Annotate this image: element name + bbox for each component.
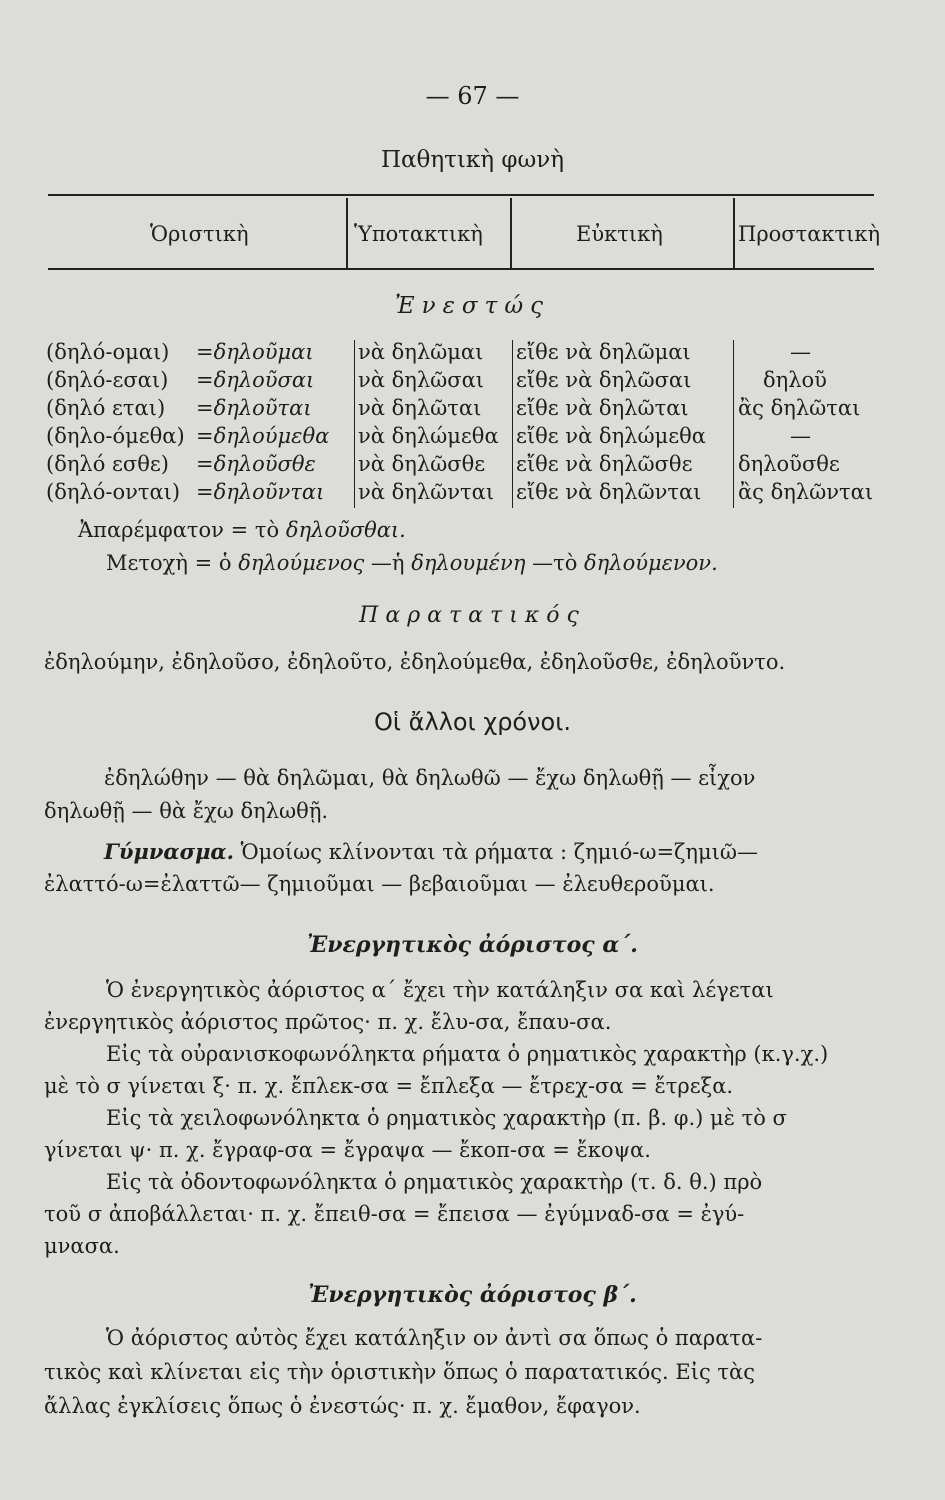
row-optative: εἴθε νὰ δηλῶσθε [516,452,693,476]
exercise-line-2: ἐλαττό-ω=ἐλαττῶ— ζημιοῦμαι — βεβαιοῦμαι — ἐλευθεροῦμαι. [44,872,715,896]
aorist-a-line: τοῦ σ ἀποβάλλεται· π. χ. ἔπειθ-σα = ἔπεισα — ἐγύμναδ-σα = ἐγύ- [44,1202,745,1226]
row-subjunctive: νὰ δηλῶσαι [358,368,485,392]
row-optative: εἴθε νὰ δηλῶσαι [516,368,692,392]
participle-neut: δηλούμενον. [584,551,718,575]
aorist-b-line: τικὸς καὶ κλίνεται εἰς τὴν ὁριστικὴν ὅπως ὁ παρατατικός. Εἰς τὰς [44,1360,755,1384]
header-divider-3 [733,198,735,268]
row-stem: (δηλό εσθε) [46,452,169,476]
page-number: — 67 — [425,82,520,110]
exercise-line-1 [104,839,758,864]
row-indicative: =δηλοῦσαι [196,368,315,392]
row-indicative: =δηλοῦται [196,396,312,420]
aorist-a-line: μὲ τὸ σ γίνεται ξ· π. χ. ἔπλεκ-σα = ἔπλεξα — ἔτρεχ-σα = ἔτρεξα. [44,1074,734,1098]
row-stem: (δηλό-ομαι) [46,340,170,364]
row-optative: εἴθε νὰ δηλώμεθα [516,424,706,448]
other-tenses-line-2: δηλωθῇ — θὰ ἔχω δηλωθῇ. [44,799,329,823]
row-optative: εἴθε νὰ δηλῶμαι [516,340,691,364]
imperfect-forms: ἐδηλούμην, ἐδηλοῦσο, ἐδηλοῦτο, ἐδηλούμεθα, ἐδηλοῦσθε, ἐδηλοῦντο. [44,650,786,674]
row-stem: (δηλό-ονται) [46,480,181,504]
aorist-a-line: ἐνεργητικὸς ἀόριστος πρῶτος· π. χ. ἔλυ-σα, ἔπαυ-σα. [44,1010,612,1034]
row-indicative: =δηλοῦσθε [196,452,316,476]
aorist-a-line: γίνεται ψ· π. χ. ἔγραφ-σα = ἔγραψα — ἔκοπ-σα = ἔκοψα. [44,1138,651,1162]
participle-masc: δηλούμενος [238,551,365,575]
present-tense-title: Ἐνεστώς [394,293,550,319]
row-divider-2 [512,340,513,508]
header-divider-2 [510,198,512,268]
aorist-a-line: Εἰς τὰ ὀδοντοφωνόληκτα ὁ ρηματικὸς χαρακτὴρ (τ. δ. θ.) πρὸ [106,1170,763,1194]
header-subjunctive: Ὑποτακτικὴ [354,222,483,246]
aorist-a-line: Εἰς τὰ χειλοφωνόληκτα ὁ ρηματικὸς χαρακτὴρ (π. β. φ.) μὲ τὸ σ [106,1106,787,1130]
aorist-a-line: Ὁ ἐνεργητικὸς ἀόριστος α΄ ἔχει τὴν κατάληξιν σα καὶ λέγεται [106,978,774,1002]
infinitive-line [78,518,406,542]
row-subjunctive: νὰ δηλῶνται [358,480,495,504]
aorist-a-line: Εἰς τὰ οὐρανισκοφωνόληκτα ρήματα ὁ ρηματικὸς χαρακτὴρ (κ.γ.χ.) [106,1042,829,1066]
infinitive-form: δηλοῦσθαι. [285,518,406,542]
row-imperative: — [790,340,811,364]
header-optative: Εὐκτικὴ [576,222,663,246]
row-optative: εἴθε νὰ δηλῶνται [516,480,702,504]
row-imperative: δηλοῦ [763,368,827,392]
aorist-a-line: μνασα. [44,1234,120,1258]
row-subjunctive: νὰ δηλώμεθα [358,424,499,448]
row-imperative: ἂς δηλῶται [738,396,861,420]
header-bottom-rule [48,268,874,270]
row-subjunctive: νὰ δηλῶμαι [358,340,484,364]
row-indicative: =δηλούμεθα [196,424,330,448]
infinitive-label: Ἀπαρέμφατον = τὸ [78,518,286,542]
other-tenses-line-1: ἐδηλώθην — θὰ δηλῶμαι, θὰ δηλωθῶ — ἔχω δηλωθῇ — εἶχον [104,766,756,790]
row-imperative: — [790,424,811,448]
imperfect-title: Παρατατικός [359,603,586,628]
row-optative: εἴθε νὰ δηλῶται [516,396,689,420]
participle-fem: δηλουμένη [411,551,526,575]
aorist-b-title: Ἐνεργητικὸς ἀόριστος β΄. [308,1282,637,1308]
voice-title: Παθητικὴ φωνὴ [380,147,565,173]
aorist-b-line: ἄλλας ἐγκλίσεις ὅπως ὁ ἐνεστώς· π. χ. ἔμαθον, ἔφαγον. [44,1394,641,1418]
row-imperative: ἂς δηλῶνται [738,480,874,504]
row-stem: (δηλό εται) [46,396,166,420]
aorist-a-title: Ἐνεργητικὸς ἀόριστος α΄. [307,932,638,958]
aorist-b-line: Ὁ ἀόριστος αὐτὸς ἔχει κατάληξιν ον ἀντὶ σα ὅπως ὁ παρατα- [106,1326,763,1350]
row-imperative: δηλοῦσθε [738,452,840,476]
participle-sep-2: —τὸ [525,551,585,575]
exercise-text-1: Ὁμοίως κλίνονται τὰ ρήματα : ζημιό-ω=ζημιῶ— [233,840,759,864]
header-imperative: Προστακτικὴ [738,222,881,246]
participle-sep-1: —ἡ [364,551,412,575]
header-indicative: Ὁριστικὴ [150,222,249,246]
row-indicative: =δηλοῦμαι [196,340,314,364]
row-indicative: =δηλοῦνται [196,480,325,504]
row-stem: (δηλο-όμεθα) [46,424,185,448]
exercise-label: Γύμνασμα. [104,839,234,864]
row-divider-1 [354,340,355,508]
row-stem: (δηλό-εσαι) [46,368,169,392]
row-subjunctive: νὰ δηλῶσθε [358,452,486,476]
participle-label: Μετοχὴ = ὁ [106,551,239,575]
row-divider-3 [733,340,734,508]
row-subjunctive: νὰ δηλῶται [358,396,482,420]
other-tenses-title: Οἱ ἄλλοι χρόνοι. [374,708,571,736]
participle-line [106,551,718,575]
header-divider-1 [346,198,348,268]
header-top-rule [48,194,874,196]
